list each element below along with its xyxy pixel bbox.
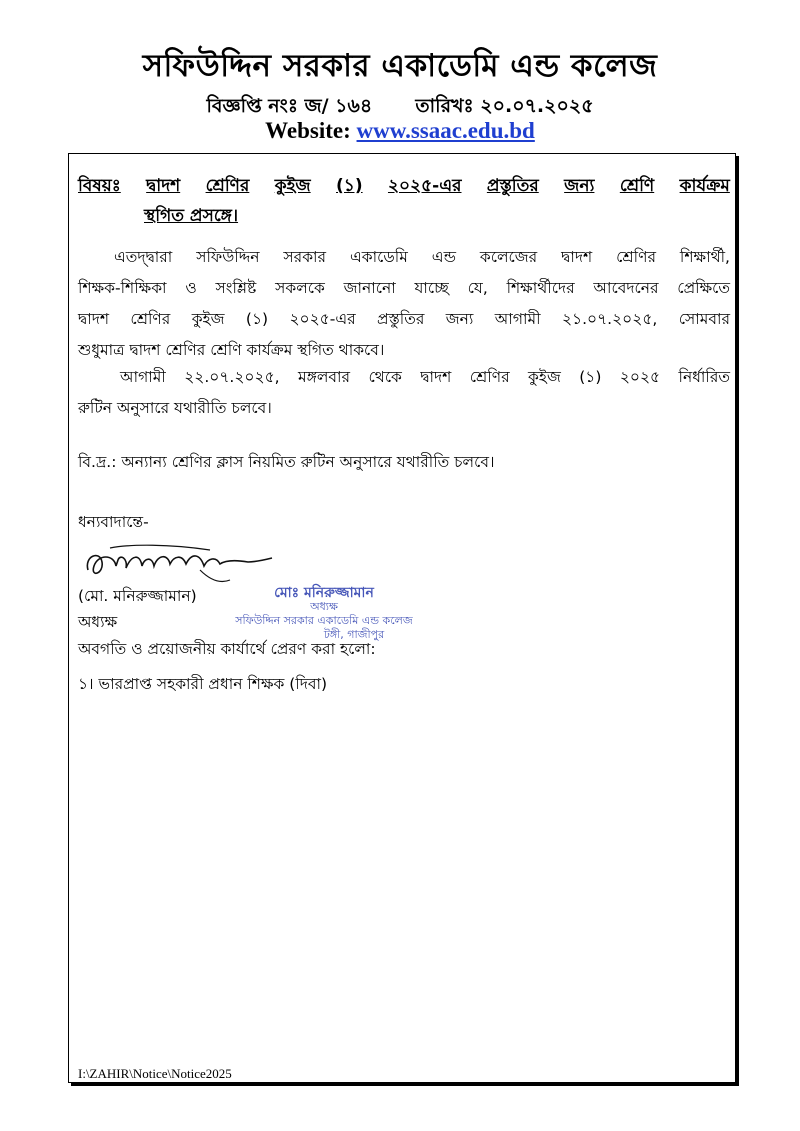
- paragraph-line: শিক্ষক-শিক্ষিকা ও সংশ্লিষ্ট সকলকে জানানো যাচ্ছে যে, শিক্ষার্থীদের আবেদনের প্রেক্ষিতে: [78, 279, 730, 297]
- body-paragraph-1: [78, 242, 730, 366]
- forward-line: অবগতি ও প্রয়োজনীয় কার্যার্থে প্রেরণ করা হলো:: [78, 640, 376, 658]
- paragraph-line: রুটিন অনুসারে যথারীতি চলবে।: [78, 399, 272, 417]
- stamp-title: অধ্যক্ষ: [310, 600, 338, 613]
- stamp-location: টঙ্গী, গাজীপুর: [323, 628, 385, 641]
- website-label: Website:: [265, 118, 351, 143]
- notice-no: জ/ ১৬৪: [304, 95, 373, 117]
- recipient-item: ১। ভারপ্রাপ্ত সহকারী প্রধান শিক্ষক (দিবা): [78, 675, 328, 693]
- notice-date: ২০.০৭.২০২৫: [480, 95, 594, 117]
- subject-word: শ্রেণির: [205, 176, 250, 196]
- closing-thanks: ধন্যবাদান্তে-: [78, 513, 149, 531]
- website-link[interactable]: www.ssaac.edu.bd: [356, 118, 535, 143]
- body-paragraph-2: [78, 362, 730, 424]
- subject-word: শ্রেণি: [619, 176, 655, 196]
- official-stamp: [214, 586, 434, 642]
- institution-title: সফিউদ্দিন সরকার একাডেমি এন্ড কলেজ: [142, 48, 658, 84]
- note-line: বি.দ্র.: অন্যান্য শ্রেণির ক্লাস নিয়মিত রুটিন অনুসারে যথারীতি চলবে।: [78, 453, 495, 471]
- signer-title: অধ্যক্ষ: [78, 613, 118, 631]
- website-line: [0, 118, 800, 144]
- subject-word: প্রস্তুতির: [486, 176, 539, 196]
- subject-label: বিষয়ঃ: [78, 176, 121, 196]
- paragraph-line: শুধুমাত্র দ্বাদশ শ্রেণির শ্রেণি কার্যক্রম স্থগিত থাকবে।: [78, 341, 385, 359]
- subject-word: (১): [336, 176, 363, 196]
- subject-word: কুইজ: [274, 176, 311, 196]
- signature-image: [80, 540, 280, 590]
- subject-word: কার্যক্রম: [679, 176, 730, 196]
- stamp-name: মোঃ মনিরুজ্জামান: [274, 585, 374, 601]
- subject-block: [78, 171, 730, 231]
- paragraph-line: এতদ্দ্বারা সফিউদ্দিন সরকার একাডেমি এন্ড কলেজের দ্বাদশ শ্রেণির শিক্ষার্থী,: [114, 248, 730, 266]
- notice-no-label: বিজ্ঞপ্তি নংঃ: [206, 95, 298, 117]
- subject-line-2: স্থগিত প্রসঙ্গে।: [144, 206, 239, 226]
- subject-word: দ্বাদশ: [146, 176, 181, 196]
- stamp-institution: সফিউদ্দিন সরকার একাডেমি এন্ড কলেজ: [235, 614, 413, 627]
- date-label: তারিখঃ: [415, 95, 474, 117]
- signer-name: (মো. মনিরুজ্জামান): [78, 587, 197, 605]
- subject-word: ২০২৫-এর: [387, 176, 462, 196]
- paragraph-line: দ্বাদশ শ্রেণির কুইজ (১) ২০২৫-এর প্রস্তুতির জন্য আগামী ২১.০৭.২০২৫, সোমবার: [78, 310, 730, 328]
- subject-line-1: [78, 171, 730, 201]
- file-path: I:\ZAHIR\Notice\Notice2025: [78, 1066, 232, 1081]
- paragraph-line: আগামী ২২.০৭.২০২৫, মঙ্গলবার থেকে দ্বাদশ শ্রেণির কুইজ (১) ২০২৫ নির্ধারিত: [120, 368, 730, 386]
- subject-word: জন্য: [564, 176, 595, 196]
